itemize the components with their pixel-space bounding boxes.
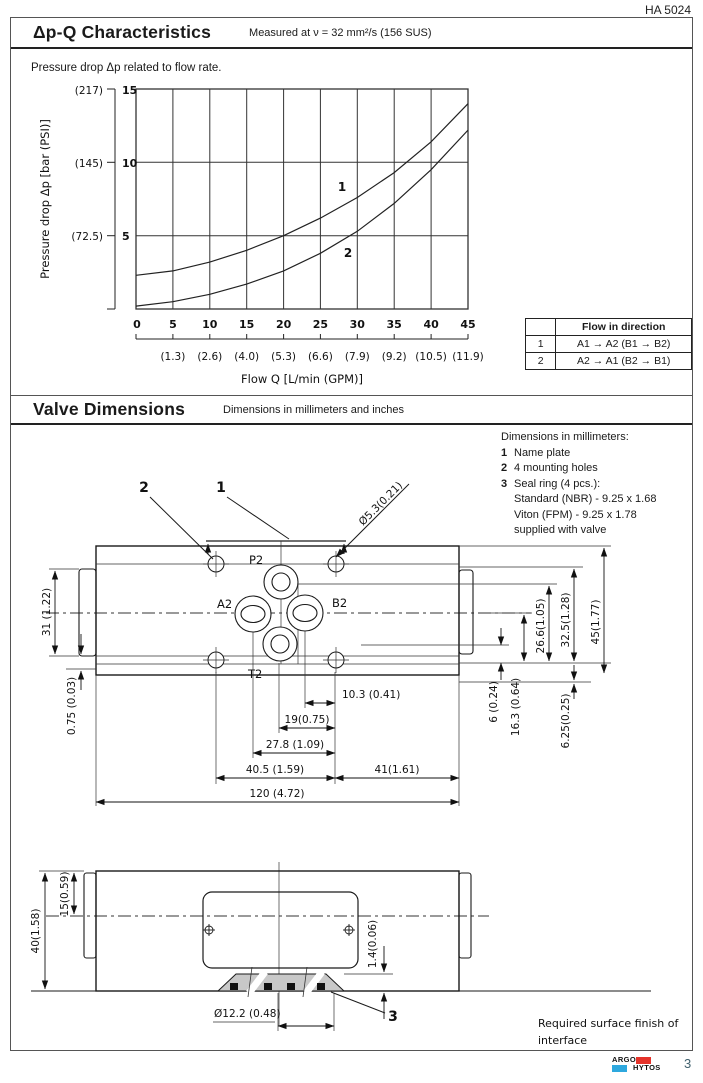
dim-0-75: 0.75 (0.03) [66,676,78,736]
dim-hole-diameter: Ø5.3(0.21) [356,479,406,529]
y-tick-psi-72: (72.5) [71,231,103,243]
table-header: Flow in direction [556,319,692,336]
surface-finish-note-line1: Required surface finish of [538,1017,679,1030]
dim-120: 120 (4.72) [249,788,305,800]
svg-text:35: 35 [386,318,402,331]
x-axis-ruler [136,334,468,339]
legend-heading: Dimensions in millimeters: [501,431,629,443]
x-tick-labels-gpm [160,351,483,363]
valve-drawings [11,426,694,1046]
svg-text:(1.3): (1.3) [160,351,186,363]
brand-logo-argo: ARGO [612,1055,637,1064]
dim-15: 15(0.59) [59,871,71,917]
legend-item: 3 Seal ring (4 pcs.): [501,477,601,490]
flow-direction-table [525,318,692,370]
dim-16-3: 16.3 (0.64) [510,677,522,737]
dim-seal-diameter: Ø12.2 (0.48) [214,1008,281,1020]
callout-3-label: 3 [388,1009,398,1025]
table-row: 2 A2 → A1 (B2 → B1) [526,353,692,370]
legend-cont-line: supplied with valve [514,524,607,536]
dim-41: 41(1.61) [374,764,420,776]
svg-text:(11.9): (11.9) [452,351,484,363]
dim-27-8: 27.8 (1.09) [265,739,325,751]
dim-6-25: 6.25(0.25) [560,693,572,749]
document-number: HA 5024 [644,3,691,17]
y-tick-5: 5 [122,230,130,243]
brand-logo-blue-square [612,1065,627,1072]
name-plate [203,892,358,968]
side-view-drawing [30,862,679,1046]
port-label-a2: A2 [217,597,233,611]
brand-logo [612,1056,668,1072]
svg-text:30: 30 [349,318,365,331]
svg-text:25: 25 [312,318,329,331]
port-label-b2: B2 [332,596,348,610]
x-axis-title: Flow Q [L/min (GPM)] [241,372,363,386]
svg-text:(4.0): (4.0) [234,351,260,363]
top-view-drawing [41,480,611,806]
dim-31: 31 (1.22) [41,587,53,637]
curve-1-label: 1 [337,180,347,194]
dim-1-4: 1.4(0.06) [367,919,379,969]
legend-item: 2 4 mounting holes [501,462,598,474]
sheet-frame [10,17,693,1051]
dim-26-6: 26.6(1.05) [535,598,547,654]
svg-text:5: 5 [169,318,177,331]
curve-2 [136,130,468,306]
section-dpq-header [11,18,692,49]
section-dimensions-title: Valve Dimensions [33,399,186,419]
curve-2-label: 2 [343,246,353,260]
callout-2-label: 2 [139,480,149,496]
svg-text:(10.5): (10.5) [415,351,447,363]
x-tick-labels [133,318,475,331]
callout-1-label: 1 [216,480,226,496]
dim-10-3: 10.3 (0.41) [342,689,401,701]
svg-text:(7.9): (7.9) [344,351,370,363]
dim-45: 45(1.77) [590,599,602,645]
table-row: 1 A1 → A2 (B1 → B2) [526,336,692,353]
svg-text:(5.3): (5.3) [271,351,297,363]
port-label-p2: P2 [249,553,264,567]
svg-text:15: 15 [239,318,255,331]
legend-item: 1 Name plate [501,446,571,459]
y-axis-title: Pressure drop Δp [bar (PSI)] [38,119,52,279]
y-tick-psi-145: (145) [74,158,103,170]
svg-text:(2.6): (2.6) [197,351,223,363]
surface-finish-note-line2: interface [538,1034,588,1046]
page-number: 3 [684,1056,692,1071]
table-corner-cell [526,319,556,336]
port-label-t2: T2 [248,667,263,681]
svg-text:45: 45 [460,318,476,331]
section-dimensions-subtitle: Dimensions in millimeters and inches [223,403,404,416]
chart-grid [136,89,468,309]
pq-chart [11,79,511,393]
svg-text:(9.2): (9.2) [381,351,407,363]
svg-text:0: 0 [133,318,141,331]
dim-40-5: 40.5 (1.59) [245,764,305,776]
brand-logo-hytos: HYTOS [633,1063,661,1072]
y-tick-10: 10 [122,157,138,170]
svg-text:40: 40 [423,318,439,331]
y-axis-bracket [107,89,115,309]
curve-1 [136,104,468,276]
section-dpq-title: Δp-Q Characteristics [33,22,212,42]
dim-32-5: 32.5(1.28) [560,592,572,648]
svg-text:(6.6): (6.6) [307,351,333,363]
dim-40-height: 40(1.58) [30,908,42,954]
y-tick-15: 15 [122,84,138,97]
chart-intro-text: Pressure drop Δp related to flow rate. [31,62,222,74]
dim-6: 6 (0.24) [488,681,500,723]
section-dpq-subtitle: Measured at ν = 32 mm²/s (156 SUS) [249,26,432,39]
y-tick-psi-217: (217) [74,85,103,97]
chart-curves [136,104,468,306]
section-dimensions-header [11,395,692,425]
legend-cont-line: Viton (FPM) - 9.25 x 1.78 [514,508,637,521]
legend-cont-line: Standard (NBR) - 9.25 x 1.68 [514,493,657,505]
svg-text:20: 20 [275,318,292,331]
svg-text:10: 10 [202,318,218,331]
dim-19: 19(0.75) [284,714,330,726]
